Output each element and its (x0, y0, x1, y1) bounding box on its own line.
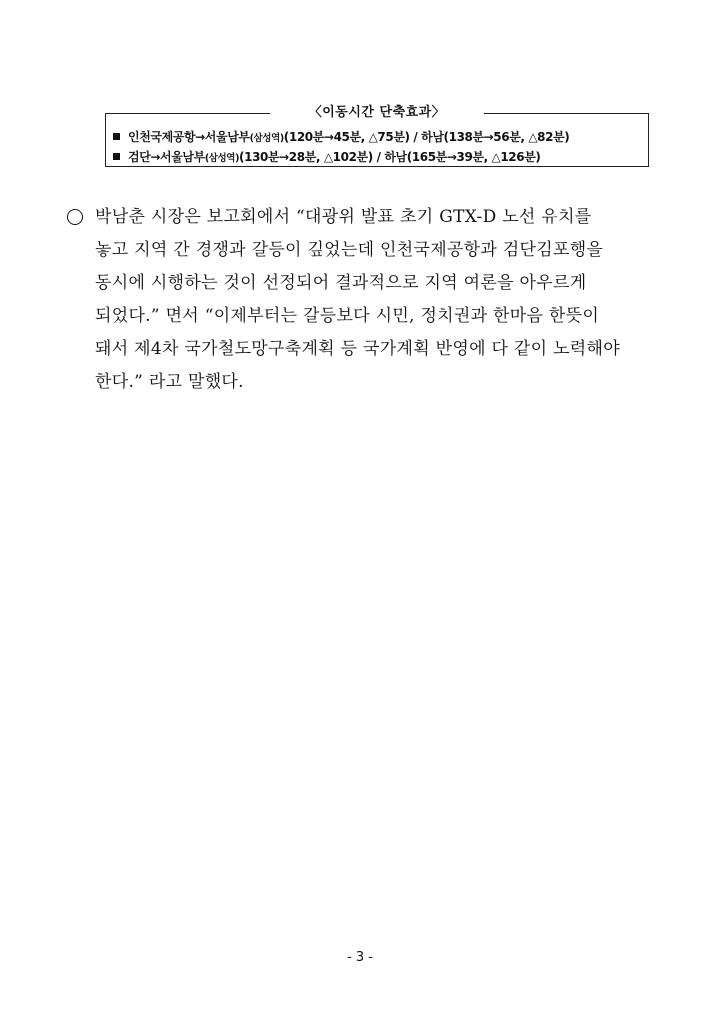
page-number: - 3 - (347, 950, 373, 965)
line2-prefix: 검단→서울남부 (128, 150, 205, 164)
paragraph-row: 한다.” 라고 말했다. (95, 372, 244, 392)
paragraph-row: 박남춘 시장은 보고회에서 “대광위 발표 초기 GTX-D 노선 유치를 (95, 207, 592, 227)
summary-line-2 (113, 148, 540, 165)
line2-suffix: (130분→28분, △102분) / 하남(165분→39분, △126분) (239, 150, 541, 164)
line2-small: (삼성역) (204, 153, 240, 164)
summary-line-1 (113, 128, 569, 145)
line1-prefix: 인천국제공항→서울남부 (128, 130, 250, 144)
line1-small: (삼성역) (249, 133, 284, 144)
square-bullet-icon (113, 153, 120, 160)
line1-suffix: (120분→45분, △75분) / 하남(138분→56분, △82분) (283, 130, 570, 144)
paragraph-row: 돼서 제4차 국가철도망구축계획 등 국가계획 반영에 다 같이 노력해야 (95, 339, 620, 359)
circle-bullet-icon (67, 209, 83, 225)
paragraph-row: 동시에 시행하는 것이 선정되어 결과적으로 지역 여론을 아우르게 (95, 273, 587, 293)
summary-box-title: 〈이동시간 단축효과〉 (270, 102, 484, 124)
paragraph-row: 놓고 지역 간 경쟁과 갈등이 깊었는데 인천국제공항과 검단김포행을 (95, 240, 604, 260)
paragraph-row: 되었다.” 면서 “이제부터는 갈등보다 시민, 정치권과 한마음 한뜻이 (95, 306, 600, 326)
square-bullet-icon (113, 133, 120, 140)
